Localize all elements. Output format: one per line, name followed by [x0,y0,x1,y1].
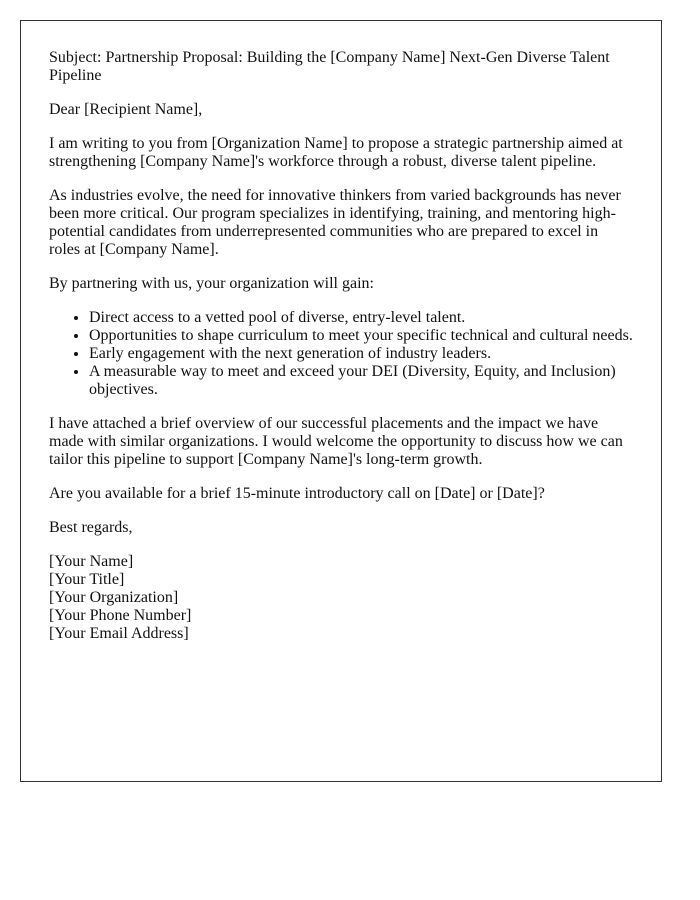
signature-organization: [Your Organization] [49,589,179,606]
letter-body [21,21,661,663]
signature-name: [Your Name] [49,553,134,570]
signature-block [49,553,633,643]
subject-line: Subject: Partnership Proposal: Building the [Company Name] Next-Gen Diverse Talent Pipeline [49,49,610,84]
sign-off: Best regards, [49,519,133,536]
signature-email: [Your Email Address] [49,625,189,642]
signature-title: [Your Title] [49,571,125,588]
attachment-paragraph: I have attached a brief overview of our successful placements and the impact we have made with similar organizations. I would welcome the opportunity to discuss how we can tailor this pipeline to support [Company Name]'s long-term growth. [49,415,623,468]
benefit-item: • Early engagement with the next generation of industry leaders. [89,345,633,363]
intro-paragraph: I am writing to you from [Organization Name] to propose a strategic partnership aimed at strengthening [Company Name]'s workforce through a robust, diverse talent pipeline. [49,135,623,170]
signature-phone: [Your Phone Number] [49,607,192,624]
salutation: Dear [Recipient Name], [49,101,203,118]
context-paragraph: As industries evolve, the need for innovative thinkers from varied backgrounds has never been more critical. Our program specializes in identifying, training, and mentoring high-potential candidates from underrepresented communities who are prepared to excel in roles at [Company Name]. [49,187,621,258]
benefit-item: • A measurable way to meet and exceed your DEI (Diversity, Equity, and Inclusion) objectives. [89,363,633,399]
benefits-list [49,309,633,399]
benefit-item: • Opportunities to shape curriculum to meet your specific technical and cultural needs. [89,327,633,345]
benefits-lead-in: By partnering with us, your organization will gain: [49,275,374,292]
letter-frame [20,20,662,782]
benefit-item: • Direct access to a vetted pool of diverse, entry-level talent. [89,309,633,327]
call-request-paragraph: Are you available for a brief 15-minute introductory call on [Date] or [Date]? [49,485,545,502]
